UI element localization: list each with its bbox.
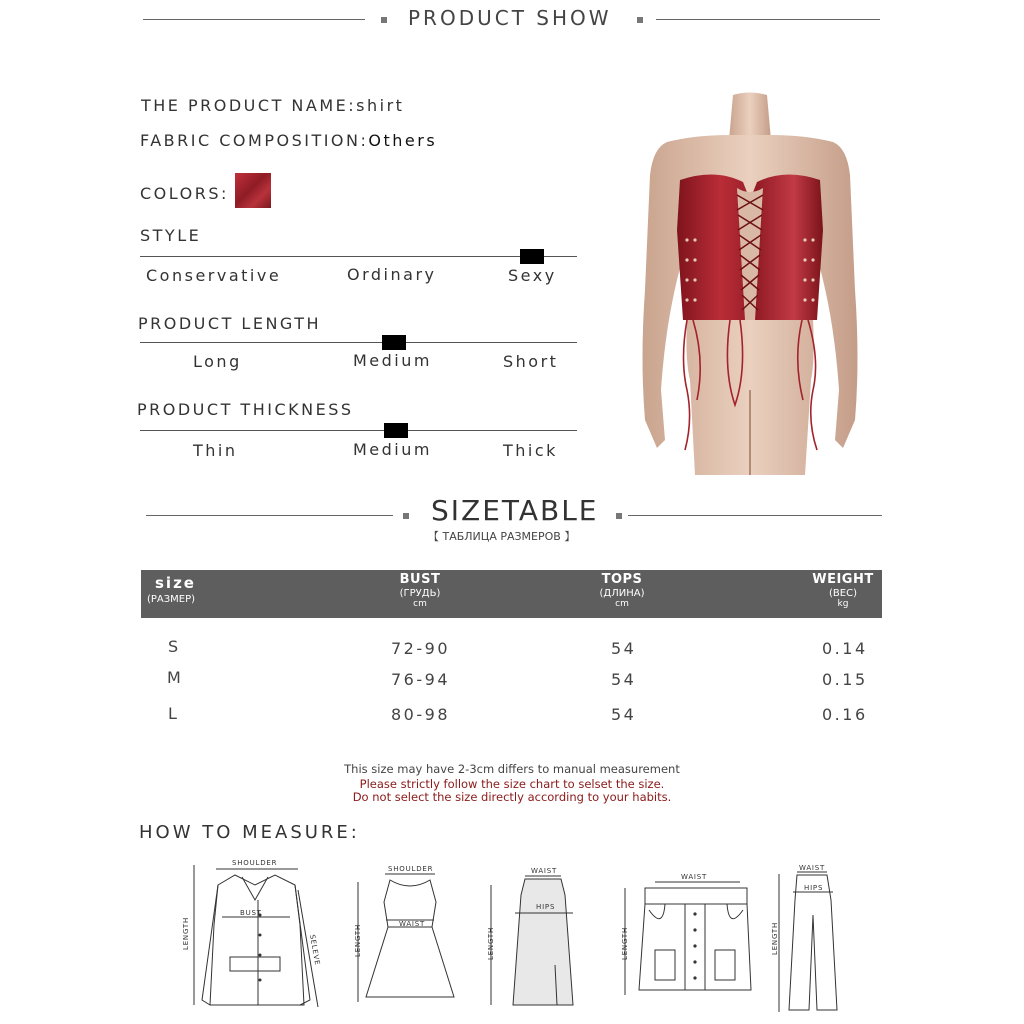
length-marker [382, 335, 406, 350]
shirt-length-label: LENGTH [182, 916, 190, 950]
dress-length-label: LENGTH [354, 923, 362, 957]
header-size: size (РАЗМЕР) [147, 574, 196, 606]
skirt-hips-label: HIPS [536, 903, 556, 911]
sizetable-subtitle: 【 ТАБЛИЦА РАЗМЕРОВ 】 [428, 530, 576, 543]
shorts-measure-diagram [615, 870, 755, 1000]
length-title: PRODUCT LENGTH [138, 314, 322, 333]
thickness-label-thick: Thick [503, 441, 558, 460]
divider-dot [637, 17, 643, 23]
cell-weight: 0.16 [822, 705, 868, 724]
product-show-title: PRODUCT SHOW [408, 6, 612, 30]
skirt-measure-diagram [483, 865, 583, 1015]
cell-size: M [167, 668, 184, 687]
length-label-short: Short [503, 352, 559, 371]
fabric-label: FABRIC COMPOSITION: [140, 131, 369, 150]
dress-measure-diagram [350, 862, 465, 1007]
pants-hips-label: HIPS [804, 884, 824, 892]
length-label-medium: Medium [353, 351, 432, 370]
header-tops: TOPS (ДЛИНА) cm [599, 572, 645, 610]
cell-bust: 72-90 [391, 639, 450, 658]
thickness-marker [384, 423, 408, 438]
thickness-label-thin: Thin [193, 441, 238, 460]
header-bust: BUST (ГРУДЬ) cm [399, 572, 441, 610]
skirt-waist-label: WAIST [531, 867, 558, 875]
style-marker [520, 249, 544, 264]
product-name: THE PRODUCT NAME:shirt [141, 96, 405, 115]
note-habits: Do not select the size directly according to your habits. [352, 790, 672, 804]
thickness-title: PRODUCT THICKNESS [137, 400, 354, 419]
color-swatch-red[interactable] [235, 173, 271, 208]
thickness-scale-line [140, 430, 577, 431]
cell-size: S [168, 637, 181, 656]
length-scale-line [140, 342, 577, 343]
sizetable-title: SIZETABLE [431, 494, 599, 527]
pants-length-label: LENGTH [771, 921, 779, 955]
style-label-conservative: Conservative [146, 266, 282, 285]
fabric-value: Others [368, 131, 438, 150]
shorts-waist-label: WAIST [681, 873, 708, 881]
shirt-measure-diagram [180, 855, 330, 1015]
cell-weight: 0.14 [822, 639, 868, 658]
length-label-long: Long [193, 352, 242, 371]
shirt-sleeve-label: SELEVE [308, 933, 322, 967]
cell-tops: 54 [611, 639, 637, 658]
header-weight: WEIGHT (ВЕС) kg [812, 572, 874, 610]
dress-shoulder-label: SHOULDER [388, 865, 434, 873]
style-scale-line [140, 256, 577, 257]
colors-label: COLORS: [140, 184, 229, 203]
style-label-ordinary: Ordinary [347, 265, 437, 284]
shorts-length-label: LENGTH [621, 926, 629, 960]
divider-dot [616, 513, 622, 519]
divider-right [656, 19, 880, 20]
cell-tops: 54 [611, 705, 637, 724]
skirt-length-label: LENGTH [487, 926, 495, 960]
product-photo [625, 90, 875, 475]
pants-measure-diagram [765, 860, 855, 1018]
sizetable-divider-right [628, 515, 882, 516]
fabric-composition [140, 131, 437, 150]
divider-dot [381, 17, 387, 23]
cell-bust: 76-94 [391, 670, 450, 689]
note-measurement: This size may have 2-3cm differs to manual measurement [344, 762, 680, 776]
thickness-label-medium: Medium [353, 440, 432, 459]
cell-weight: 0.15 [822, 670, 868, 689]
divider-dot [403, 513, 409, 519]
shirt-shoulder-label: SHOULDER [232, 859, 278, 867]
style-title: STYLE [140, 226, 202, 245]
how-to-measure-title: HOW TO MEASURE: [139, 822, 360, 843]
style-label-sexy: Sexy [508, 266, 557, 285]
cell-size: L [168, 704, 180, 723]
note-follow-chart: Please strictly follow the size chart to selset the size. [359, 777, 665, 791]
divider-left [143, 19, 365, 20]
sizetable-divider-left [146, 515, 393, 516]
dress-waist-label: WAIST [399, 920, 426, 928]
pants-waist-label: WAIST [799, 864, 826, 872]
shirt-bust-label: BUST [240, 909, 262, 917]
cell-tops: 54 [611, 670, 637, 689]
cell-bust: 80-98 [391, 705, 450, 724]
table-header [141, 570, 882, 618]
